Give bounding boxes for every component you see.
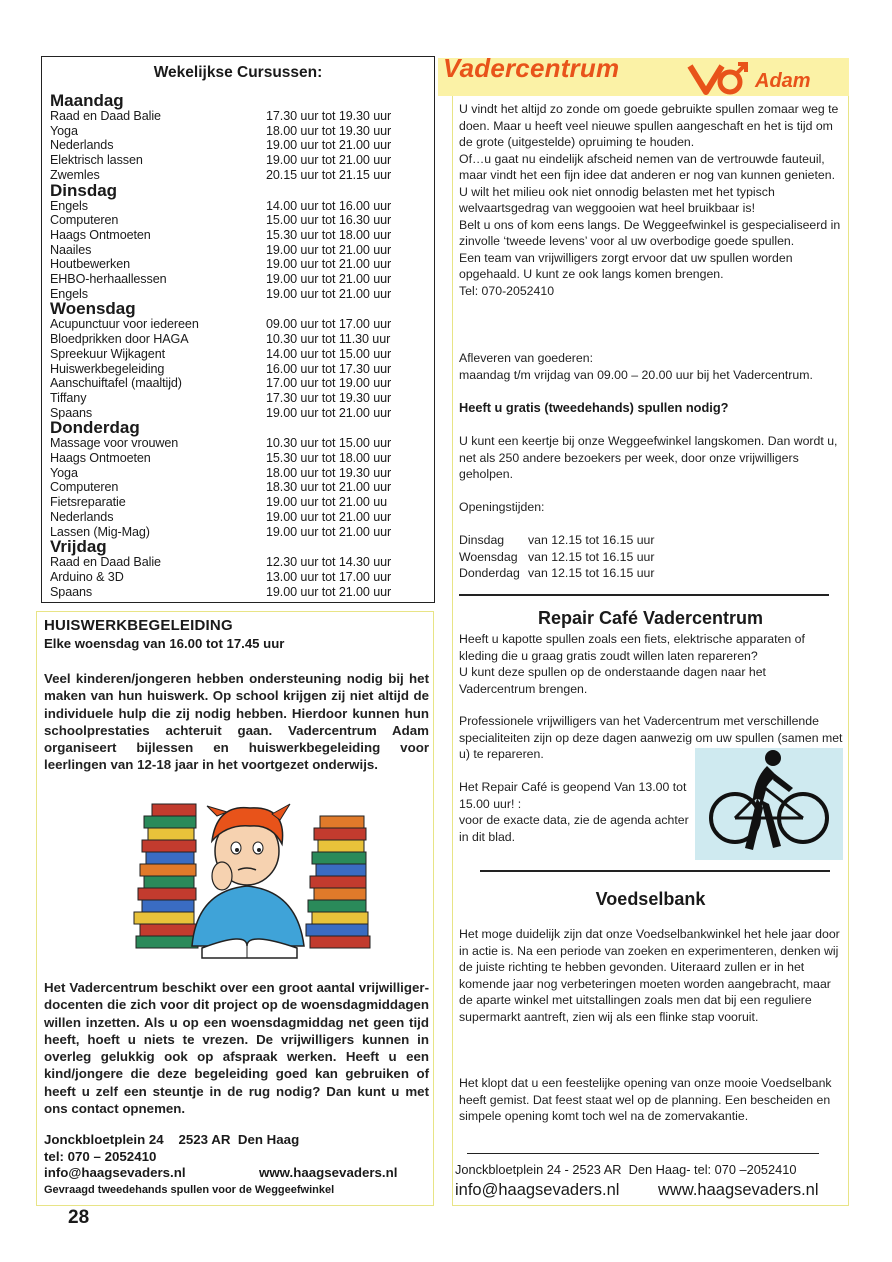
day-heading: Woensdag (50, 299, 136, 319)
course-row (50, 199, 428, 214)
page-number: 28 (68, 1207, 90, 1228)
course-time: 09.00 uur tot 17.00 uur (266, 317, 392, 332)
course-name: Zwemles (50, 167, 100, 182)
course-name: Nederlands (50, 138, 114, 153)
course-time: 19.00 uur tot 21.00 uur (266, 509, 392, 524)
course-day-vrijdag (50, 539, 428, 599)
course-day-woensdag (50, 301, 428, 420)
course-name: Tiffany (50, 390, 87, 405)
course-row (50, 347, 428, 362)
free-goods-answer: U kunt een keertje bij onze Weggeefwinkel langskomen. Dan wordt u, net als 250 andere bezoekers per week, door onze vrijwilligers geholpen. (459, 434, 838, 481)
course-row (50, 436, 428, 451)
course-time: 10.30 uur tot 11.30 uur (266, 332, 391, 347)
weggeef-paragraph: Of…u gaat nu eindelijk afscheid nemen van de vertrouwde fauteuil, maar vindt het een fijn idee dat anderen er nog van kunnen genieten. (459, 151, 836, 182)
footer-contact (455, 1181, 839, 1200)
repair-volunteers: Professionele vrijwilligers van het Vadercentrum met verschillende specialiteiten zijn op deze dagen aanwezig om uw spullen (samen met u) te repareren. (459, 714, 843, 761)
opening-time: van 12.15 tot 16.15 uur (528, 566, 655, 580)
homework-volunteers-paragraph: Het Vadercentrum beschikt over een groot aantal vrijwilliger-docenten die zich voor dit project op de woensdagmiddagen willen inzetten. Als u op een woensdagmiddag net geen tijd heeft, hoeft u niets te vrezen. De vrijwilligers kunnen in overleg gelukkig ook op afspraak werken. Heeft u een kind/jongere die deze begeleiding goed kan gebruiken of heeft u zelf een steuntje in de rug nodig? Dan kunt u met ons contact opnemen. (44, 980, 429, 1117)
course-row (50, 257, 428, 272)
opening-time: van 12.15 tot 16.15 uur (528, 549, 655, 564)
course-time: 15.30 uur tot 18.00 uur (266, 227, 392, 242)
course-time: 19.00 uur tot 21.00 uu (266, 495, 388, 510)
deliver-label: Afleveren van goederen: (459, 351, 593, 365)
repair-opening: Het Repair Café is geopend Van 13.00 tot 15.00 uur! : (459, 780, 687, 811)
bicycle-repair-photo (695, 748, 843, 860)
course-name: Houtbewerken (50, 257, 131, 272)
course-name: EHBO-herhaallessen (50, 272, 167, 287)
homework-footer-note: Gevraagd tweedehands spullen voor de Weggeefwinkel (44, 1184, 335, 1196)
opening-hours-row (459, 549, 843, 566)
course-time: 19.00 uur tot 21.00 uur (266, 405, 392, 420)
course-name: Fietsreparatie (50, 495, 126, 510)
course-row (50, 243, 428, 258)
course-time: 19.00 uur tot 21.00 uur (266, 584, 392, 599)
course-time: 19.00 uur tot 21.00 uur (266, 153, 392, 168)
course-row (50, 510, 428, 525)
course-row (50, 555, 428, 570)
course-time: 18.00 uur tot 19.30 uur (266, 123, 392, 138)
repair-cafe-title: Repair Café Vadercentrum (537, 608, 764, 628)
course-name: Massage voor vrouwen (50, 436, 179, 451)
divider (480, 870, 830, 872)
course-row (50, 317, 428, 332)
repair-paragraph: U kunt deze spullen op de onderstaande dagen naar het Vadercentrum brengen. (459, 665, 766, 696)
deliver-block (459, 350, 843, 383)
free-goods-heading: Heeft u gratis (tweedehands) spullen nodig? (459, 400, 729, 415)
course-time: 19.00 uur tot 21.00 uur (266, 257, 392, 272)
course-day-maandag (50, 93, 428, 183)
course-time: 19.00 uur tot 21.00 uur (266, 286, 392, 301)
footer-address: Jonckbloetplein 24 - 2523 AR Den Haag- tel: 070 –2052410 (455, 1162, 797, 1177)
course-time: 17.00 uur tot 19.00 uur (266, 376, 392, 391)
course-day-donderdag (50, 420, 428, 539)
course-row (50, 585, 428, 600)
course-name: Haags Ontmoeten (50, 227, 151, 242)
opening-hours-label: Openingstijden: (459, 500, 545, 514)
foodbank-opening-paragraph: Het klopt dat u een feestelijke opening van onze mooie Voedselbank heeft gemist. Dat feest staat wel op de planning. Een bescheiden en simpele opening komt toch wel na de zomervakantie. (459, 1076, 832, 1123)
course-time: 20.15 uur tot 21.15 uur (266, 167, 392, 182)
course-time: 19.00 uur tot 21.00 uur (266, 242, 392, 257)
course-name: Lassen (Mig-Mag) (50, 524, 150, 539)
foodbank-paragraph: Het moge duidelijk zijn dat onze Voedselbankwinkel het hele jaar door in actie is. Na een periode van zoeken en experimenteren, denken wij de juiste richting te hebben gevonden. Uiteraard zullen er in het komende jaar nog verbeteringen moeten worden aangebracht, maar de aparte winkel met uitstallingen zoals men dat bij een reguliere supermarkt aantreft, zien wij als een flinke stap vooruit. (459, 927, 840, 1024)
student-with-books-illustration (122, 796, 377, 966)
course-row (50, 228, 428, 243)
course-name: Computeren (50, 480, 119, 495)
homework-email-link[interactable]: info@haagsevaders.nl (44, 1165, 186, 1180)
course-time: 10.30 uur tot 15.00 uur (266, 436, 392, 451)
divider (459, 594, 829, 596)
course-schedule (50, 93, 428, 599)
homework-address-block (44, 1131, 299, 1166)
course-name: Raad en Daad Balie (50, 109, 161, 123)
course-name: Computeren (50, 213, 119, 228)
homework-section (36, 611, 434, 1206)
day-heading: Vrijdag (50, 537, 107, 557)
course-name: Nederlands (50, 509, 114, 524)
course-time: 19.00 uur tot 21.00 uur (266, 138, 392, 153)
opening-hours-list (459, 532, 843, 582)
foodbank-title: Voedselbank (595, 889, 706, 909)
course-time: 17.30 uur tot 19.30 uur (266, 109, 392, 123)
repair-hours (459, 779, 691, 845)
course-time: 19.00 uur tot 21.00 uur (266, 524, 392, 539)
repair-paragraph: Heeft u kapotte spullen zoals een fiets, elektrische apparaten of kleding die u graag gratis zoudt willen laten repareren? (459, 632, 805, 663)
homework-address: Jonckbloetplein 24 2523 AR Den Haag (44, 1132, 300, 1147)
course-row (50, 570, 428, 585)
opening-hours-row (459, 565, 843, 582)
course-time: 12.30 uur tot 14.30 uur (266, 555, 392, 570)
opening-time: van 12.15 tot 16.15 uur (528, 533, 655, 547)
footer-website-link[interactable]: www.haagsevaders.nl (658, 1181, 819, 1199)
weggeef-paragraph: U wilt het milieu ook niet onnodig belasten met het typisch welvaartsgedrag van weggooien wat heel bruikbaar is! (459, 184, 775, 215)
course-row (50, 391, 428, 406)
course-time: 19.00 uur tot 21.00 uur (266, 272, 392, 287)
course-name: Elektrisch lassen (50, 153, 143, 168)
course-time: 13.00 uur tot 17.00 uur (266, 569, 392, 584)
course-row (50, 525, 428, 540)
course-name: Acupunctuur voor iedereen (50, 317, 199, 332)
homework-website-link[interactable]: www.haagsevaders.nl (259, 1165, 398, 1180)
course-row (50, 362, 428, 377)
course-row (50, 376, 428, 391)
course-name: Huiswerkbegeleiding (50, 361, 165, 376)
course-day-dinsdag (50, 180, 428, 302)
opening-day: Dinsdag (459, 533, 505, 547)
course-name: Naailes (50, 242, 92, 257)
course-row (50, 213, 428, 228)
course-name: Engels (50, 286, 88, 301)
day-heading: Donderdag (50, 418, 140, 438)
day-heading: Dinsdag (50, 180, 118, 200)
course-row (50, 153, 428, 168)
course-time: 15.00 uur tot 16.30 uur (266, 213, 392, 228)
course-time: 15.30 uur tot 18.00 uur (266, 451, 392, 466)
homework-subtitle: Elke woensdag van 16.00 tot 17.45 uur (44, 636, 285, 651)
course-name: Aanschuiftafel (maaltijd) (50, 376, 182, 391)
opening-hours-row (459, 532, 843, 549)
course-name: Arduino & 3D (50, 569, 124, 584)
course-name: Spaans (50, 584, 93, 599)
course-row (50, 451, 428, 466)
vadercentrum-logo-text: Vadercentrum (443, 53, 620, 83)
homework-phone: tel: 070 – 2052410 (44, 1149, 157, 1165)
course-name: Engels (50, 198, 88, 213)
father-symbol-icon (686, 58, 752, 96)
course-time: 14.00 uur tot 16.00 uur (266, 198, 392, 213)
course-time: 16.00 uur tot 17.30 uur (266, 361, 392, 376)
course-row (50, 109, 428, 124)
opening-day: Woensdag (459, 549, 518, 564)
course-name: Spaans (50, 405, 93, 420)
repair-agenda-note: voor de exacte data, zie de agenda achter in dit blad. (459, 813, 689, 844)
course-name: Bloedprikken door HAGA (50, 332, 189, 347)
course-time: 17.30 uur tot 19.30 uur (266, 390, 392, 405)
course-row (50, 124, 428, 139)
deliver-text: maandag t/m vrijdag van 09.00 – 20.00 uur bij het Vadercentrum. (459, 367, 813, 382)
course-name: Spreekuur Wijkagent (50, 346, 165, 361)
course-time: 18.30 uur tot 21.00 uur (266, 480, 392, 495)
weggeef-intro: U vindt het altijd zo zonde om goede gebruikte spullen zomaar weg te doen. Maar u heeft veel nieuwe spullen aangeschaft en het is tijd om de grote (uitgestelde) opruiming te houden. (459, 102, 839, 149)
logo-adam-text: Adam (755, 70, 811, 92)
weggeef-paragraph: Een team van vrijwilligers zorgt ervoor dat uw spullen worden opgehaald. U kunt ze ook langs komen brengen. (459, 250, 793, 281)
homework-paragraph: Veel kinderen/jongeren hebben ondersteuning nodig bij het maken van hun huiswerk. Op school krijgen zij niet altijd de individuele hulp die zij nodig hebben. Hierdoor kunnen hun schoolprestaties achteruit gaan. Vadercentrum Adam organiseert bijlessen en huiswerkbegeleiding voor leerlingen van 12-18 jaar in het voortgezet onderwijs. (44, 671, 429, 773)
weekly-courses-box (41, 56, 435, 603)
homework-contact (44, 1165, 429, 1180)
opening-day: Donderdag (459, 566, 520, 580)
course-row (50, 466, 428, 481)
course-time: 18.00 uur tot 19.30 uur (266, 465, 392, 480)
homework-title: HUISWERKBEGELEIDING (44, 617, 233, 634)
repair-intro (459, 631, 843, 697)
course-name: Yoga (50, 123, 78, 138)
course-name: Raad en Daad Balie (50, 555, 161, 570)
course-row (50, 138, 428, 153)
courses-title: Wekelijkse Cursussen: (153, 64, 323, 81)
course-row (50, 272, 428, 287)
divider (467, 1153, 819, 1154)
course-row (50, 495, 428, 510)
day-heading: Maandag (50, 91, 124, 110)
course-row (50, 332, 428, 347)
course-row (50, 480, 428, 495)
course-time: 14.00 uur tot 15.00 uur (266, 346, 392, 361)
weggeef-paragraph: Belt u ons of kom eens langs. De Weggeefwinkel is gespecialiseerd in zinvolle ‘tweede levens’ voor al uw overbodige goede spullen. (459, 217, 841, 248)
footer-email-link[interactable]: info@haagsevaders.nl (455, 1181, 620, 1199)
weggeef-phone: Tel: 070-2052410 (459, 283, 555, 298)
weggeef-text (459, 101, 843, 299)
course-name: Haags Ontmoeten (50, 451, 151, 466)
course-name: Yoga (50, 465, 78, 480)
